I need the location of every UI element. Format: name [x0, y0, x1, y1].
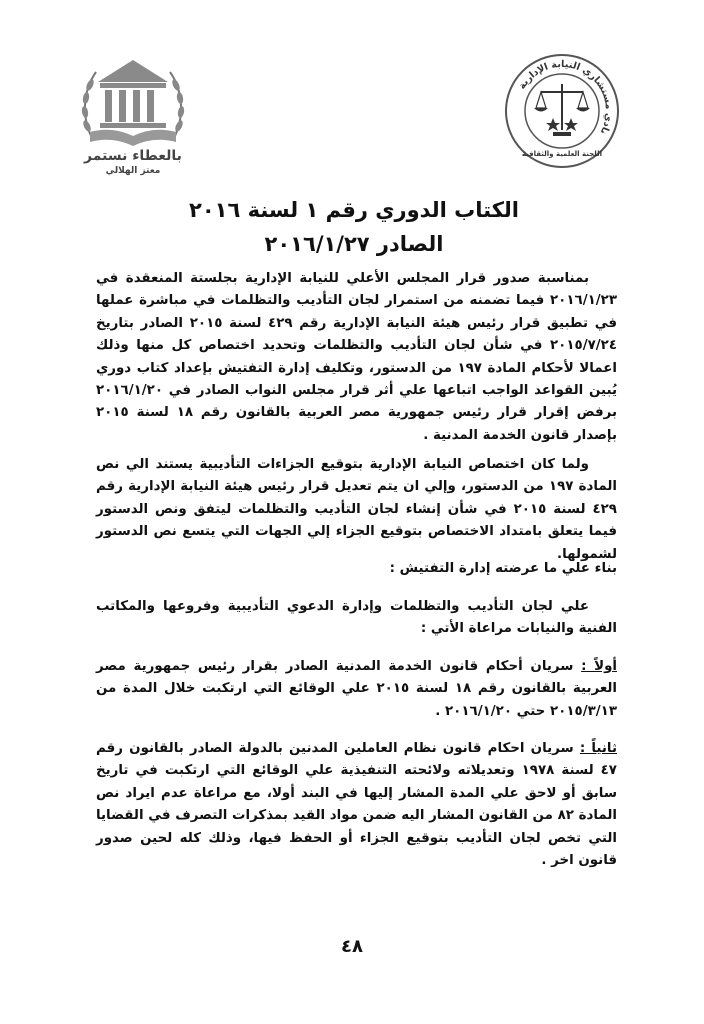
seal-ring-text: نادي مستشاري النيابة الإدارية	[516, 58, 615, 137]
left-logo-motto: بالعطاء نستمر	[84, 148, 182, 164]
list-item	[96, 738, 617, 872]
club-seal-right	[503, 52, 621, 170]
list-item	[96, 656, 617, 723]
paragraph-jurisdiction-text: ولما كان اختصاص النيابة الإدارية بتوقيع الجزاءات التأديبية يستند الي نص المادة ١٩٧ من الدستور، وإلي ان يتم تعديل قرار رئيس هيئة النيابة الإدارية رقم ٤٢٩ لسنة ٢٠١٥ في شأن إنشاء لجان التأديب والتظلمات ليتفق ونص الدستور فيما يتعلق بامتداد الاختصاص بتوقيع الجزاء إلي الجهات التي يتسع نص الدستور لشمولها.	[96, 457, 617, 562]
seal-bottom-text: اللجنة العلمية والثقافية	[521, 150, 603, 158]
circular-title: الكتاب الدوري رقم ١ لسنة ٢٠١٦	[189, 198, 519, 222]
page-number: ٤٨	[341, 936, 363, 957]
courthouse-icon	[81, 60, 185, 146]
item-label: ثانياً :	[579, 741, 617, 756]
paragraph-basis: بناء علي ما عرضته إدارة التفتيش :	[389, 561, 617, 576]
paragraph-directive-text: علي لجان التأديب والتظلمات وإدارة الدعوي التأديبية وفروعها والمكاتب الفنية والنيابات مراعاة الأتي :	[96, 599, 617, 637]
item-text: سريان احكام قانون نظام العاملين المدنين بالدولة الصادر بالقانون رقم ٤٧ لسنة ١٩٧٨ وتعديلاته ولائحته التنفيذية علي الوقائع التي ارتكبت في تاريخ سابق أو لاحق علي المدة المشار إليها في البند أولا، مع مراعاة عدم ايراد نص المادة ٨٢ من القانون المشار اليه ضمن مواد القيد بمذكرات التصرف في القضايا التي تخص لجان التأديب بتوقيع الجزاء أو الحفظ فيها، وذلك كله لحين صدور قانون اخر .	[96, 741, 617, 869]
issue-date-title: الصادر ٢٠١٦/١/٢٧	[264, 232, 444, 256]
paragraph-occasion	[96, 268, 617, 447]
item-text: سريان أحكام قانون الخدمة المدنية الصادر بقرار رئيس جمهورية مصر العربية بالقانون رقم ١٨ لسنة ٢٠١٥ علي الوقائع التي ارتكبت خلال المدة من ٢٠١٥/٣/١٣ حتي ٢٠١٦/١/٢٠ .	[96, 659, 617, 719]
item-label: أولاً :	[581, 659, 617, 674]
left-logo-signature: معتز الهلالي	[105, 166, 161, 176]
paragraph-directive	[96, 596, 617, 641]
scales-of-justice-icon	[534, 84, 590, 136]
paragraph-occasion-text: بمناسبة صدور قرار المجلس الأعلي للنيابة الإدارية بجلستة المنعقدة في ٢٠١٦/١/٢٣ فيما تضمنه من استمرار لجان التأديب والتظلمات في مباشرة عملها في تطبيق قرار رئيس هيئة النيابة الإدارية رقم ٤٢٩ لسنة ٢٠١٥ الصادر بتاريخ ٢٠١٥/٧/٢٤ في شأن لجان التأديب والتظلمات وتحديد اختصاص كل منها وذلك اعمالا لأحكام المادة ١٩٧ من الدستور، وتكليف إدارة التفتيش بإعداد كتاب دوري يُبين القواعد الواجب اتباعها علي أثر قرار مجلس النواب الصادر في ٢٠١٦/١/٢٠ برفض إقرار قرار رئيس جمهورية مصر العربية بالقانون رقم ١٨ لسنة ٢٠١٥ بإصدار قانون الخدمة المدنية .	[96, 271, 618, 443]
club-logo-left	[78, 48, 188, 176]
paragraph-jurisdiction	[96, 454, 617, 566]
